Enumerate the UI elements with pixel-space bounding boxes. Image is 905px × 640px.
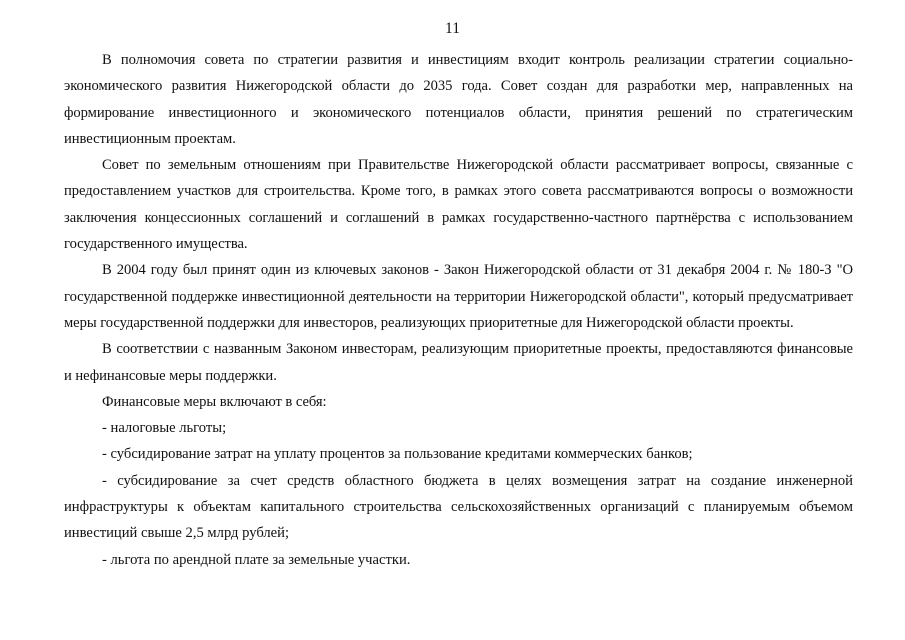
list-item-infrastructure-subsidy: - субсидирование за счет средств областного бюджета в целях возмещения затрат на создание инженерной инфраструктуры к объектам капитального строительства сельскохозяйственных организаций с планируемым объемом инвестиций свыше 2,5 млрд рублей; [64, 472, 853, 542]
list-item-land-rent-benefit: - льгота по арендной плате за земельные участки. [102, 551, 411, 568]
paragraph-land-council: Совет по земельным отношениям при Правительстве Нижегородской области рассматривает вопросы, связанные с предоставлением участков для строительства. Кроме того, в рамках этого совета рассматриваются вопросы о возможности заключения концессионных соглашений и соглашений в рамках государственно-частного партнёрства с использованием государственного имущества. [64, 157, 853, 253]
paragraph-investment-law: В 2004 году был принят один из ключевых законов - Закон Нижегородской области от 31 декабря 2004 г. № 180-З "О государственной поддержке инвестиционной деятельности на территории Нижегородской области", который предусматривает меры государственной поддержки для инвесторов, реализующих приоритетные для Нижегородской области проекты. [64, 262, 853, 331]
body-text [64, 47, 853, 573]
page-number: 11 [445, 20, 460, 37]
paragraph-council-strategy: В полномочия совета по стратегии развития и инвестициям входит контроль реализации стратегии социально-экономического развития Нижегородской области до 2035 года. Совет создан для разработки мер, направленных на формирование инвестиционного и экономического потенциалов области, принятия решений по стратегическим инвестиционным проектам. [64, 52, 853, 147]
list-item-tax-benefits: - налоговые льготы; [102, 420, 227, 437]
list-intro: Финансовые меры включают в себя: [102, 393, 327, 410]
paragraph-support-measures: В соответствии с названным Законом инвесторам, реализующим приоритетные проекты, предоставляются финансовые и нефинансовые меры поддержки. [64, 341, 853, 384]
list-item-interest-subsidy: - субсидирование затрат на уплату процентов за пользование кредитами коммерческих банков; [102, 446, 693, 463]
